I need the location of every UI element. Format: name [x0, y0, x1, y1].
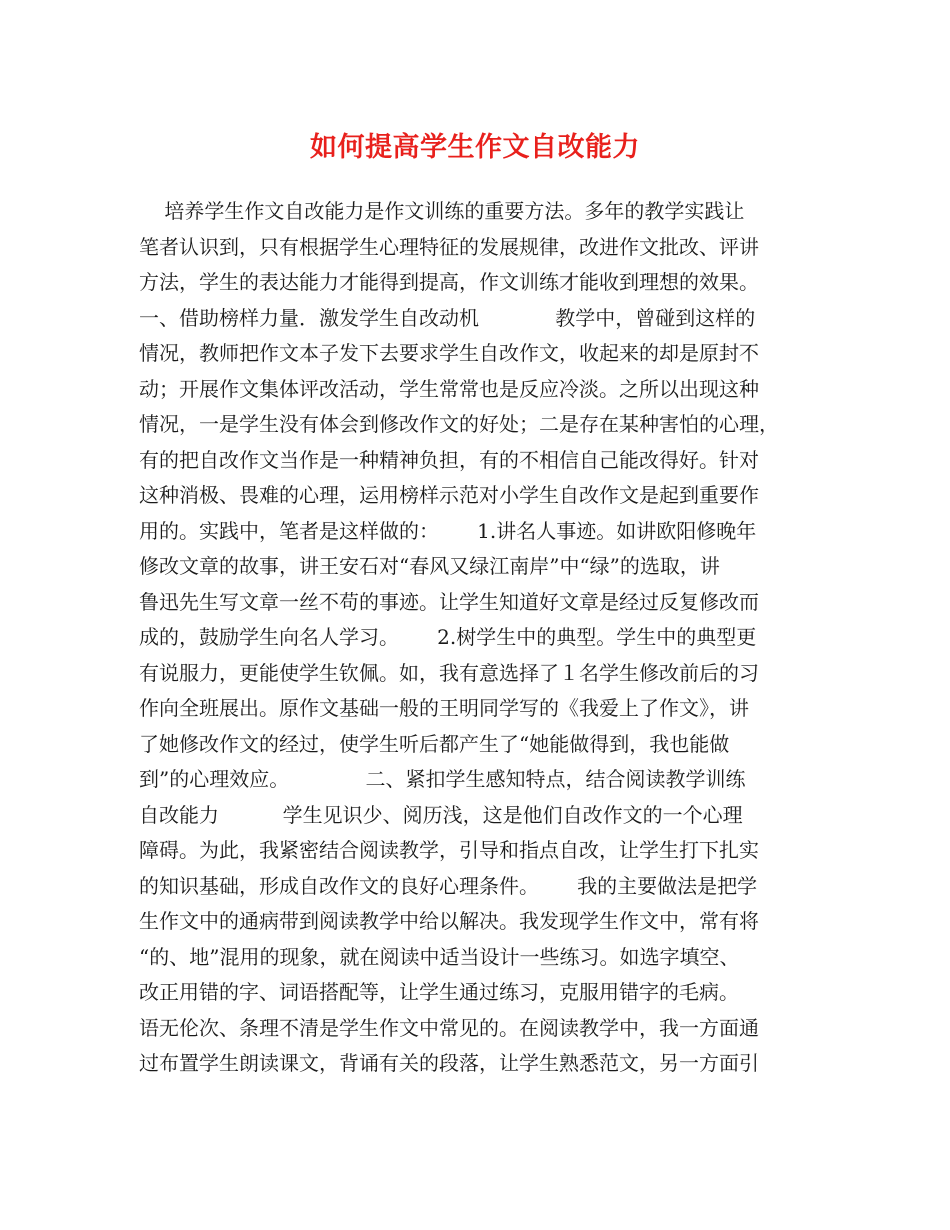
text-line: 到”的心理效应。 二、紧扣学生感知特点，结合阅读教学训练	[139, 767, 746, 791]
text-line: 情况，一是学生没有体会到修改作文的好处；二是存在某种害怕的心理，	[139, 412, 779, 436]
text-line: 这种消极、畏难的心理，运用榜样示范对小学生自改作文是起到重要作	[139, 483, 759, 507]
document-body	[139, 194, 819, 1082]
text-line: 动；开展作文集体评改活动，学生常常也是反应冷淡。之所以出现这种	[139, 376, 759, 401]
text-line: 过布置学生朗读课文，背诵有关的段落，让学生熟悉范文，另一方面引	[139, 1051, 759, 1075]
text-line: 笔者认识到，只有根据学生心理特征的发展规律，改进作文批改、评讲	[139, 234, 759, 259]
text-line: 用的。实践中，笔者是这样做的： 1.讲名人事迹。如讲欧阳修晚年	[139, 518, 757, 543]
text-line: 一、借助榜样力量．激发学生自改动机 教学中，曾碰到这样的	[139, 305, 756, 330]
text-line: 成的，鼓励学生向名人学习。 2.树学生中的典型。学生中的典型更	[139, 625, 757, 649]
text-line: 了她修改作文的经过，使学生听后都产生了“她能做得到，我也能做	[139, 731, 730, 756]
text-line: 方法，学生的表达能力才能得到提高，作文训练才能收到理想的效果。	[139, 270, 759, 294]
text-line: 修改文章的故事，讲王安石对“春风又绿江南岸”中“绿”的选取，讲	[139, 554, 720, 578]
text-line: 有说服力，更能使学生钦佩。如，我有意选择了１名学生修改前后的习	[139, 660, 759, 685]
document-title: 如何提高学生作文自改能力	[310, 132, 640, 163]
text-line: 生作文中的通病带到阅读教学中给以解决。我发现学生作文中，常有将	[139, 909, 759, 933]
text-line: 鲁迅先生写文章一丝不苟的事迹。让学生知道好文章是经过反复修改而	[139, 589, 759, 614]
text-line: 障碍。为此，我紧密结合阅读教学，引导和指点自改，让学生打下扎实	[139, 838, 759, 862]
text-line: 培养学生作文自改能力是作文训练的重要方法。多年的教学实践让	[139, 199, 745, 223]
text-line: 语无伦次、条理不清是学生作文中常见的。在阅读教学中，我一方面通	[139, 1015, 759, 1040]
text-line: 自改能力 学生见识少、阅历浅，这是他们自改作文的一个心理	[139, 802, 743, 827]
text-line: “的、地”混用的现象，就在阅读中适当设计一些练习。如选字填空、	[139, 944, 740, 969]
text-line: 有的把自改作文当作是一种精神负担，有的不相信自己能改得好。针对	[139, 447, 759, 472]
text-line: 情况，教师把作文本子发下去要求学生自改作文，收起来的却是原封不	[139, 341, 759, 365]
text-line: 改正用错的字、词语搭配等，让学生通过练习，克服用错字的毛病。	[139, 980, 739, 1004]
text-line: 作向全班展出。原作文基础一般的王明同学写的《我爱上了作文》，讲	[139, 696, 749, 720]
text-line: 的知识基础，形成自改作文的良好心理条件。 我的主要做法是把学	[139, 873, 758, 898]
